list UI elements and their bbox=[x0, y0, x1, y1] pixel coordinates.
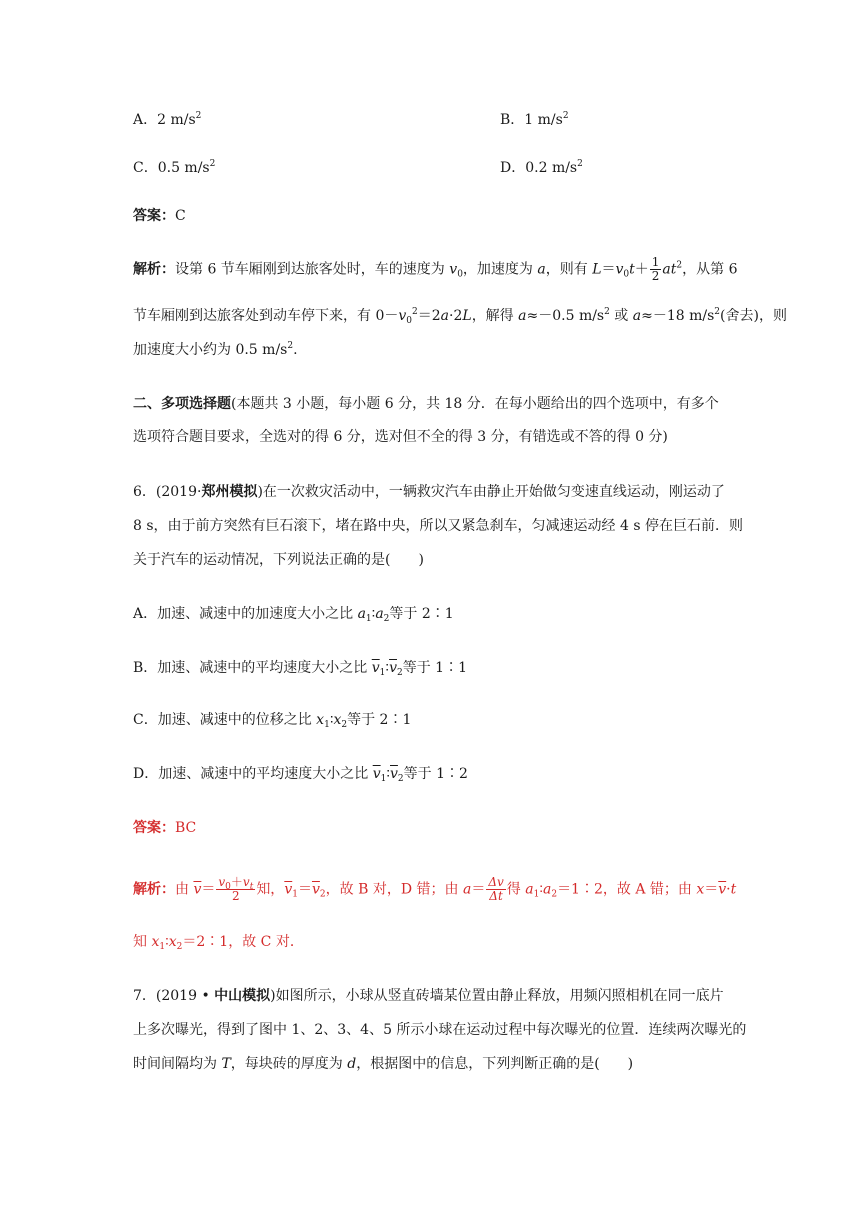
q6-stem-line-1: 6．(2019·郑州模拟)在一次救灾活动中，一辆救灾汽车由静止开始做匀变速直线运动，刚运动了 bbox=[133, 484, 725, 500]
q6-stem-line-2: 8 s，由于前方突然有巨石滚下，堵在路中央，所以又紧急刹车，匀减速运动经 4 s 停在巨石前．则 bbox=[133, 518, 743, 534]
q6-option-a: A．加速、减速中的加速度大小之比 $a_1∶a_2$等于 2∶1 bbox=[133, 606, 454, 624]
fraction-average-velocity: $\frac{v_0+v_t}{2}$ bbox=[218, 875, 254, 903]
option-d: D．0.2 $m/s^2$ bbox=[500, 159, 583, 176]
section-2-heading-line-2: 选项符合题目要求，全选对的得 6 分，选对但不全的得 3 分，有错选或不答的得 0 分) bbox=[133, 429, 668, 445]
q5-analysis-line-2: 节车厢刚到达旅客处到动车停下来，有 $0-v_0^2=2a\cdot 2L$，解得 a≈－0.5 $m/s^2$ 或 a≈－18 $m/s^2$(舍去)，则 bbox=[133, 307, 787, 326]
q6-stem-line-3: 关于汽车的运动情况，下列说法正确的是( ) bbox=[133, 552, 424, 568]
q5-analysis-line-1: 解析：设第 6 节车厢刚到达旅客处时，车的速度为 $v_0$，加速度为 a，则有 $L=v_0t+$ $\frac{1}{2}$ $at^2$，从第 6 bbox=[133, 255, 738, 283]
q6-option-d: D．加速、减速中的平均速度大小之比 $\overline{v}_1∶\overline{v}_2$等于 1∶2 bbox=[133, 766, 468, 784]
q6-option-c: C．加速、减速中的位移之比 $x_1∶x_2$等于 2∶1 bbox=[133, 712, 412, 730]
section-2-heading-line-1: 二、多项选择题(本题共 3 小题，每小题 6 分，共 18 分．在每小题给出的四个选项中，有多个 bbox=[133, 396, 719, 412]
q6-answer: 答案：BC bbox=[133, 820, 197, 836]
q7-stem-line-2: 上多次曝光，得到了图中 1、2、3、4、5 所示小球在运动过程中每次曝光的位置．连续两次曝光的 bbox=[133, 1022, 747, 1038]
option-b: B．1 $m/s^2$ bbox=[500, 111, 569, 128]
q6-analysis-line-2: 知 $x_1∶x_2=2∶1$，故 C 对． bbox=[133, 934, 304, 952]
option-c: C．0.5 $m/s^2$ bbox=[133, 159, 216, 176]
fraction-half: $\frac{1}{2}$ bbox=[651, 255, 660, 283]
q6-source: 郑州模拟 bbox=[201, 484, 258, 500]
fraction-delta: $\frac{\Delta v}{\Delta t}$ bbox=[488, 875, 504, 903]
option-a: A．2 $m/s^2$ bbox=[133, 111, 202, 128]
q7-stem-line-1: 7．(2019 • 中山模拟)如图所示，小球从竖直砖墙某位置由静止释放，用频闪照相机在同一底片 bbox=[133, 988, 724, 1004]
q6-option-b: B．加速、减速中的平均速度大小之比 $\overline{v}_1∶\overline{v}_2$等于 1∶1 bbox=[133, 660, 467, 678]
q6-analysis-line-1: 解析：由 $\overline{v}=$ $\frac{v_0+v_t}{2}$ 知，$\overline{v}_1=\overline{v}_2$，故 B 对，D 错；由 a＝ $\frac{\Delta v}{\Delta t}$ 得 $a_1∶a_2=1∶2$，故 A 错；由 $x=\overline{v}\cdot t$ bbox=[133, 875, 737, 903]
section-2-title: 二、多项选择题 bbox=[133, 396, 231, 412]
q7-stem-line-3: 时间间隔均为 T，每块砖的厚度为 d，根据图中的信息，下列判断正确的是( ) bbox=[133, 1056, 634, 1072]
q5-answer: 答案：C bbox=[133, 208, 186, 224]
q5-analysis-line-3: 加速度大小约为 0.5 $m/s^2$. bbox=[133, 341, 298, 358]
q7-source: 中山模拟 bbox=[214, 988, 271, 1004]
